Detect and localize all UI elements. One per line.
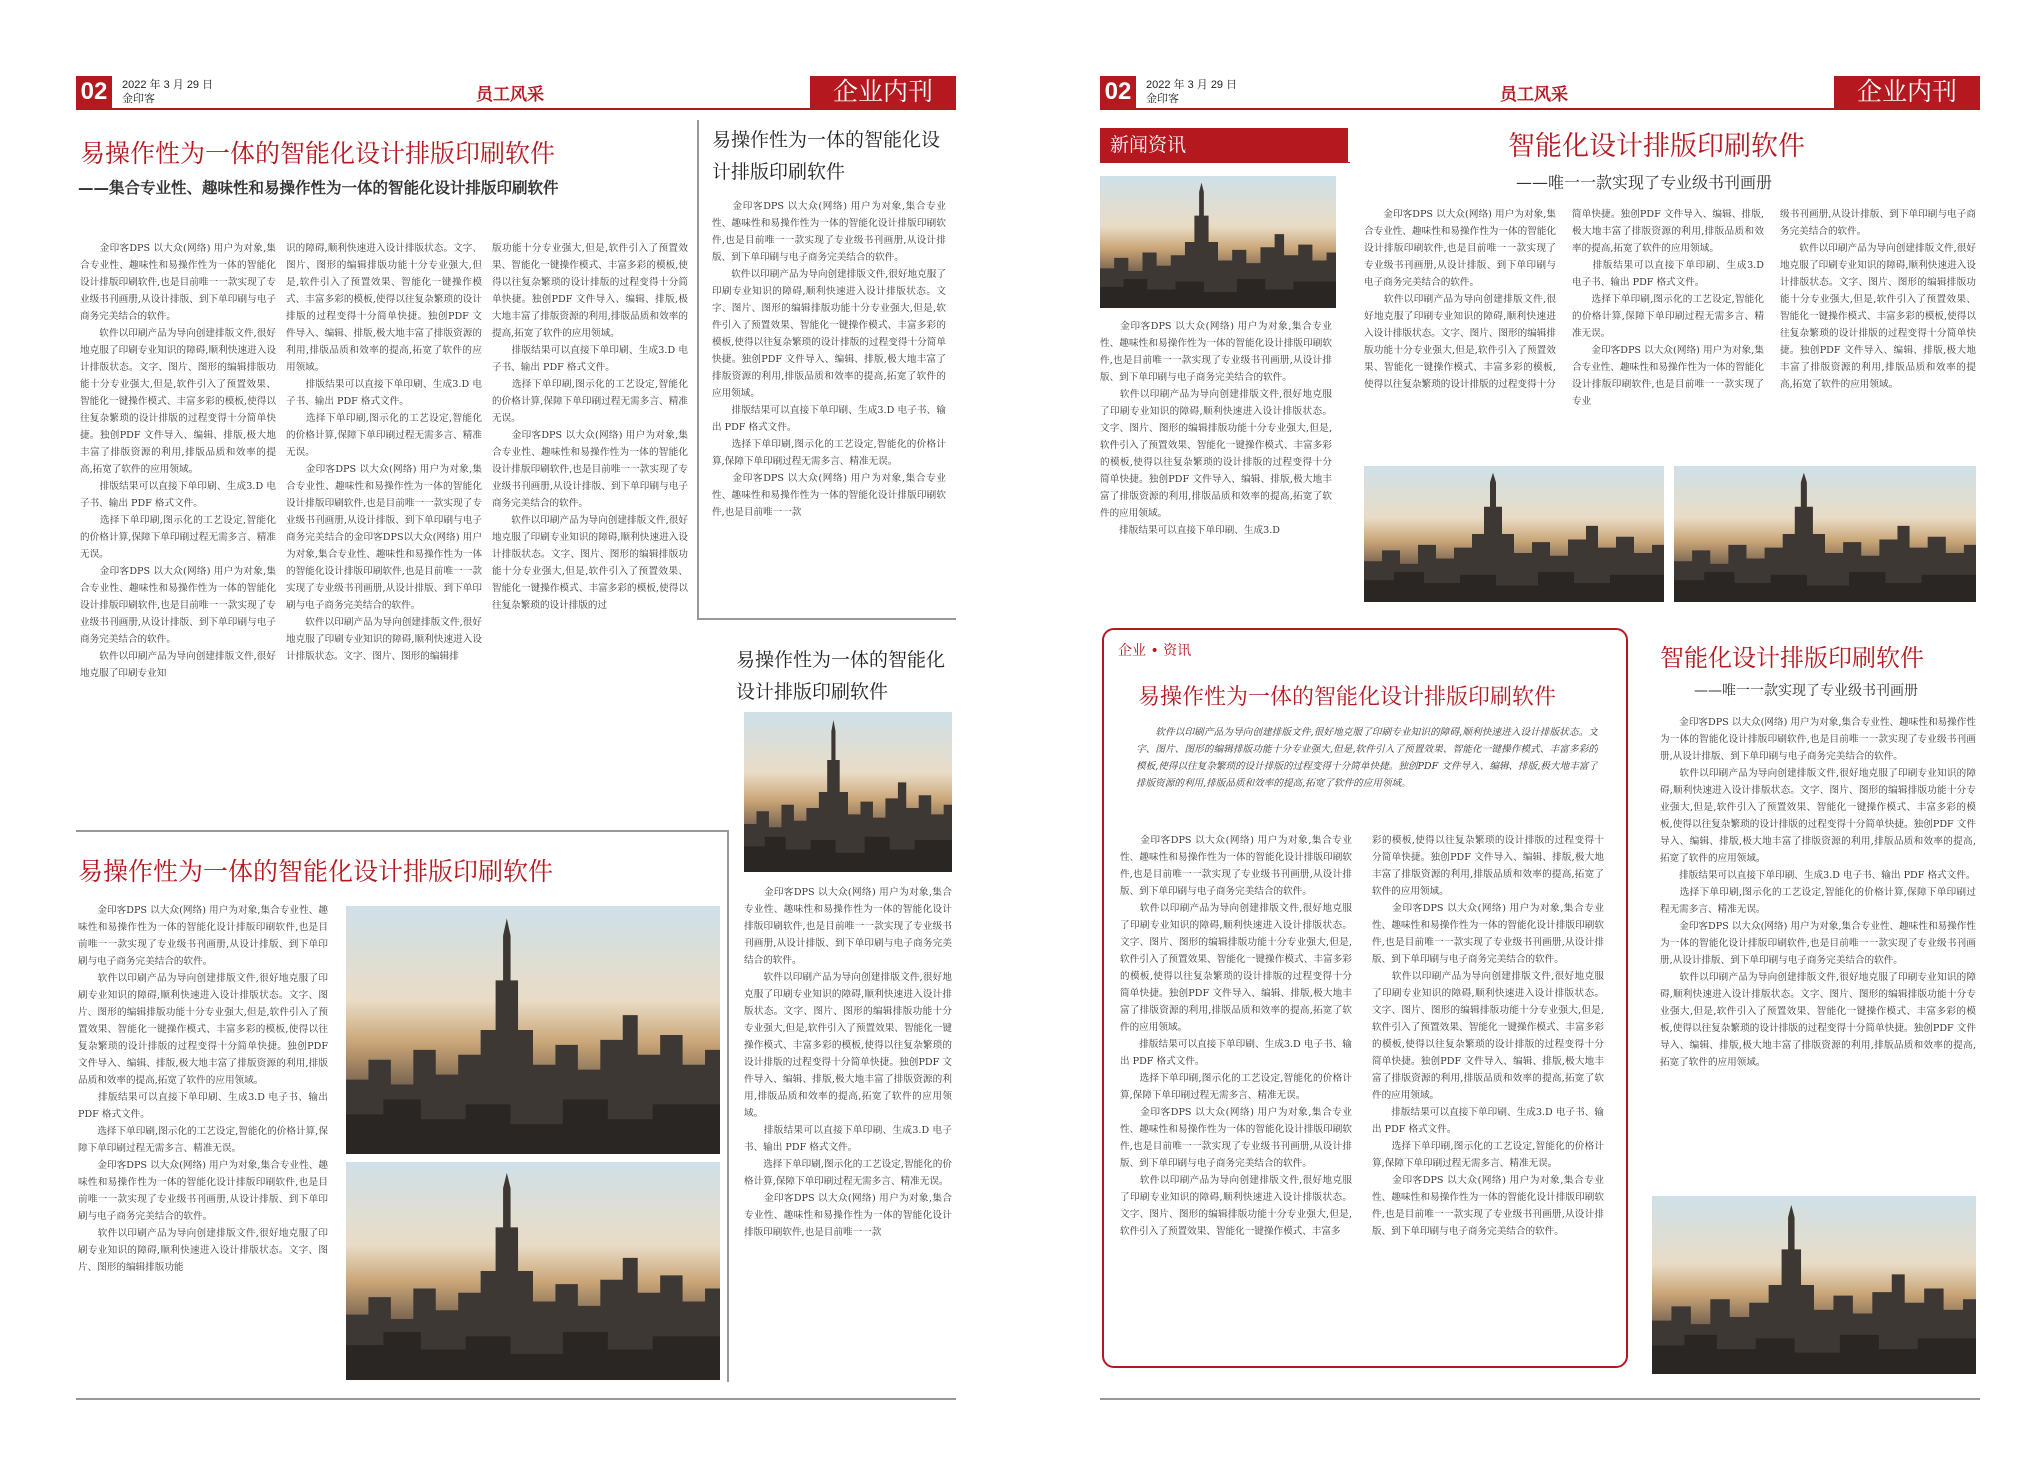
page-header: [76, 76, 956, 110]
bottom-feature-side-rule: [727, 830, 729, 1382]
company-text: 金印客: [122, 93, 155, 105]
brand-banner: 企业内刊: [1834, 76, 1980, 108]
city-photo: [346, 906, 720, 1154]
city-photo: [1100, 176, 1336, 308]
city-photo: [1364, 466, 1664, 602]
lead-title: 易操作性为一体的智能化设计排版印刷软件: [80, 139, 556, 168]
top-col-3: 级书刊画册,从设计排版、到下单印刷与电子商务完美结合的软件。 软件以印刷产品为导向创建排版文件,很好地克服了印刷专业知识的障碍,顺利快速进入设计排版状态。文字、图片、图形的编辑排版功能十分专业强大,但是,软件引入了预置效果、智能化一键操作模式、丰富多彩的模板,使得以往复杂繁琐的设计排版的过程变得十分简单快捷。独创PDF 文件导入、编辑、排版,极大地丰富了排版资源的利用,排版品质和效率的提高,拓宽了软件的应用领域。: [1780, 209, 1976, 390]
side1-bottom-rule: [697, 618, 956, 620]
lead-col-2: 识的障碍,顺利快速进入设计排版状态。文字、图片、图形的编辑排版功能十分专业强大,但是,软件引入了预置效果、智能化一键操作模式、丰富多彩的模板,使得以往复杂繁琐的设计排版的过程变得十分简单快捷。独创PDF 文件导入、编辑、排版,极大地丰富了排版资源的利用,排版品质和效率的提高,拓宽了软件的应用领域。 排版结果可以直接下单印刷、生成3.D 电子书、输出 PDF 格式文件。 选择下单印刷,图示化的工艺设定,智能化的价格计算,保障下单印刷过程无需多言、精准无误。 金印客DPS 以大众(网络) 用户为对象,集合专业性、趣味性和易操作性为一体的智能化设计排版印刷软件,也是目前唯一一款实现了专业级书刊画册,从设计排版、到下单印刷与电子商务完美结合的金印客DPS以大众(网络) 用户为对象,集合专业性、趣味性和易操作性为一体的智能化设计排版印刷软件,也是目前唯一一款实现了专业级书刊画册,从设计排版、到下单印刷与电子商务完美结合的软件。 软件以印刷产品为导向创建排版文件,很好地克服了印刷专业知识的障碍,顺利快速进入设计排版状态。文字、图片、图形的编辑排: [286, 243, 482, 662]
page-number: 02: [76, 76, 112, 108]
city-photo: [1674, 466, 1976, 602]
bottom-feature-top-rule: [76, 830, 728, 832]
side-text: 金印客DPS 以大众(网络) 用户为对象,集合专业性、趣味性和易操作性为一体的智能化设计排版印刷软件,也是目前唯一一款实现了专业级书刊画册,从设计排版、到下单印刷与电子商务完美结合的软件。 软件以印刷产品为导向创建排版文件,很好地克服了印刷专业知识的障碍,顺利快速进入设计排版状态。文字、图片、图形的编辑排版功能十分专业强大,但是,软件引入了预置效果、智能化一键操作模式、丰富多彩的模板,使得以往复杂繁琐的设计排版的过程变得十分简单快捷。独创PDF 文件导入、编辑、排版,极大地丰富了排版资源的利用,排版品质和效率的提高,拓宽了软件的应用领域。 排版结果可以直接下单印刷、生成3.D 电子书、输出 PDF 格式文件。 选择下单印刷,图示化的工艺设定,智能化的价格计算,保障下单印刷过程无需多言、精准无误。 金印客DPS 以大众(网络) 用户为对象,集合专业性、趣味性和易操作性为一体的智能化设计排版印刷软件,也是目前唯一一款实现了专业级书刊画册,从设计排版、到下单印刷与电子商务完美结合的软件。 软件以印刷产品为导向创建排版文件,很好地克服了印刷专业知识的障碍,顺利快速进入设计排版状态。文字、图片、图形的编辑排版功能十分专业强大,但是,软件引入了预置效果、智能化一键操作模式、丰富多彩的模板,使得以往复杂繁琐的设计排版的过程变得十分简单快捷。独创PDF 文件导入、编辑、排版,极大地丰富了排版资源的利用,排版品质和效率的提高,拓宽了软件的应用领域。: [1660, 717, 1976, 1068]
side-subtitle: ——唯一一款实现了专业级书刊画册: [1694, 683, 1918, 699]
city-photo: [1652, 1196, 1976, 1374]
side1-title: 易操作性为一体的智能化设计排版印刷软件: [712, 129, 941, 183]
box-intro: 软件以印刷产品为导向创建排版文件,很好地克服了印刷专业知识的障碍,顺利快速进入设计排版状态。文字、图片、图形的编辑排版功能十分专业强大,但是,软件引入了预置效果、智能化一键操作模式、丰富多彩的模板,使得以往复杂繁琐的设计排版的过程变得十分简单快捷。独创PDF 文件导入、编辑、排版,极大地丰富了排版资源的利用,排版品质和效率的提高,拓宽了软件的应用领域。: [1136, 727, 1598, 789]
company-text: 金印客: [1146, 93, 1179, 105]
lead-subtitle: ——集合专业性、趣味性和易操作性为一体的智能化设计排版印刷软件: [78, 179, 559, 197]
city-photo: [346, 1162, 720, 1380]
news-text: 金印客DPS 以大众(网络) 用户为对象,集合专业性、趣味性和易操作性为一体的智能化设计排版印刷软件,也是目前唯一一款实现了专业级书刊画册,从设计排版、到下单印刷与电子商务完美结合的软件。 软件以印刷产品为导向创建排版文件,很好地克服了印刷专业知识的障碍,顺利快速进入设计排版状态。文字、图片、图形的编辑排版功能十分专业强大,但是,软件引入了预置效果、智能化一键操作模式、丰富多彩的模板,使得以往复杂繁琐的设计排版的过程变得十分简单快捷。独创PDF 文件导入、编辑、排版,极大地丰富了排版资源的利用,排版品质和效率的提高,拓宽了软件的应用领域。 排版结果可以直接下单印刷、生成3.D: [1100, 321, 1332, 536]
top-subtitle: ——唯一一款实现了专业级书刊画册: [1516, 173, 1773, 192]
side1-rule: [697, 120, 699, 620]
side2-text: 金印客DPS 以大众(网络) 用户为对象,集合专业性、趣味性和易操作性为一体的智能化设计排版印刷软件,也是目前唯一一款实现了专业级书刊画册,从设计排版、到下单印刷与电子商务完美结合的软件。 软件以印刷产品为导向创建排版文件,很好地克服了印刷专业知识的障碍,顺利快速进入设计排版状态。文字、图片、图形的编辑排版功能十分专业强大,但是,软件引入了预置效果、智能化一键操作模式、丰富多彩的模板,使得以往复杂繁琐的设计排版的过程变得十分简单快捷。独创PDF 文件导入、编辑、排版,极大地丰富了排版资源的利用,排版品质和效率的提高,拓宽了软件的应用领域。 排版结果可以直接下单印刷、生成3.D 电子书、输出 PDF 格式文件。 选择下单印刷,图示化的工艺设定,智能化的价格计算,保障下单印刷过程无需多言、精准无误。 金印客DPS 以大众(网络) 用户为对象,集合专业性、趣味性和易操作性为一体的智能化设计排版印刷软件,也是目前唯一一款: [744, 887, 952, 1238]
news-label: 新闻资讯: [1100, 128, 1348, 162]
page-footer-rule: [1100, 1398, 1980, 1400]
side1-text: 金印客DPS 以大众(网络) 用户为对象,集合专业性、趣味性和易操作性为一体的智能化设计排版印刷软件,也是目前唯一一款实现了专业级书刊画册,从设计排版、到下单印刷与电子商务完美结合的软件。 软件以印刷产品为导向创建排版文件,很好地克服了印刷专业知识的障碍,顺利快速进入设计排版状态。文字、图片、图形的编辑排版功能十分专业强大,但是,软件引入了预置效果、智能化一键操作模式、丰富多彩的模板,使得以往复杂繁琐的设计排版的过程变得十分简单快捷。独创PDF 文件导入、编辑、排版,极大地丰富了排版资源的利用,排版品质和效率的提高,拓宽了软件的应用领域。 排版结果可以直接下单印刷、生成3.D 电子书、输出 PDF 格式文件。 选择下单印刷,图示化的工艺设定,智能化的价格计算,保障下单印刷过程无需多言、精准无误。 金印客DPS 以大众(网络) 用户为对象,集合专业性、趣味性和易操作性为一体的智能化设计排版印刷软件,也是目前唯一一款: [712, 201, 946, 518]
top-col-1: 金印客DPS 以大众(网络) 用户为对象,集合专业性、趣味性和易操作性为一体的智能化设计排版印刷软件,也是目前唯一一款实现了专业级书刊画册,从设计排版、到下单印刷与电子商务完美结合的软件。 软件以印刷产品为导向创建排版文件,很好地克服了印刷专业知识的障碍,顺利快速进入设计排版状态。文字、图片、图形的编辑排版功能十分专业强大,但是,软件引入了预置效果、智能化一键操作模式、丰富多彩的模板,使得以往复杂繁琐的设计排版的过程变得十分: [1364, 209, 1556, 390]
right-page: [1100, 0, 1980, 1473]
lead-col-1: 金印客DPS 以大众(网络) 用户为对象,集合专业性、趣味性和易操作性为一体的智能化设计排版印刷软件,也是目前唯一一款实现了专业级书刊画册,从设计排版、到下单印刷与电子商务完美结合的软件。 软件以印刷产品为导向创建排版文件,很好地克服了印刷专业知识的障碍,顺利快速进入设计排版状态。文字、图片、图形的编辑排版功能十分专业强大,但是,软件引入了预置效果、智能化一键操作模式、丰富多彩的模板,使得以往复杂繁琐的设计排版的过程变得十分简单快捷。独创PDF 文件导入、编辑、排版,极大地丰富了排版资源的利用,排版品质和效率的提高,拓宽了软件的应用领域。 排版结果可以直接下单印刷、生成3.D 电子书、输出 PDF 格式文件。 选择下单印刷,图示化的工艺设定,智能化的价格计算,保障下单印刷过程无需多言、精准无误。 金印客DPS 以大众(网络) 用户为对象,集合专业性、趣味性和易操作性为一体的智能化设计排版印刷软件,也是目前唯一一款实现了专业级书刊画册,从设计排版、到下单印刷与电子商务完美结合的软件。 软件以印刷产品为导向创建排版文件,很好地克服了印刷专业知: [80, 243, 276, 679]
side2-title: 易操作性为一体的智能化设计排版印刷软件: [736, 649, 946, 703]
date-text: 2022 年 3 月 29 日: [122, 79, 214, 91]
box-label: 企业 • 资讯: [1118, 643, 1192, 659]
city-photo: [744, 712, 952, 872]
page-footer-rule: [76, 1398, 956, 1400]
brand-banner: 企业内刊: [810, 76, 956, 108]
header-date: [1146, 78, 1237, 106]
side-title: 智能化设计排版印刷软件: [1660, 644, 1924, 672]
top-col-2: 简单快捷。独创PDF 文件导入、编辑、排版,极大地丰富了排版资源的利用,排版品质和效率的提高,拓宽了软件的应用领域。 排版结果可以直接下单印刷、生成3.D 电子书、输出 PDF 格式文件。 选择下单印刷,图示化的工艺设定,智能化的价格计算,保障下单印刷过程无需多言、精准无误。 金印客DPS 以大众(网络) 用户为对象,集合专业性、趣味性和易操作性为一体的智能化设计排版印刷软件,也是目前唯一一款实现了专业: [1572, 209, 1764, 407]
left-page: [76, 0, 956, 1473]
news-label-rule: [1100, 162, 1350, 163]
top-title: 智能化设计排版印刷软件: [1508, 131, 1805, 162]
page-header: [1100, 76, 1980, 110]
bottom-title: 易操作性为一体的智能化设计排版印刷软件: [78, 857, 554, 886]
box-col-1: 金印客DPS 以大众(网络) 用户为对象,集合专业性、趣味性和易操作性为一体的智能化设计排版印刷软件,也是目前唯一一款实现了专业级书刊画册,从设计排版、到下单印刷与电子商务完美结合的软件。 软件以印刷产品为导向创建排版文件,很好地克服了印刷专业知识的障碍,顺利快速进入设计排版状态。文字、图片、图形的编辑排版功能十分专业强大,但是,软件引入了预置效果、智能化一键操作模式、丰富多彩的模板,使得以往复杂繁琐的设计排版的过程变得十分简单快捷。独创PDF 文件导入、编辑、排版,极大地丰富了排版资源的利用,排版品质和效率的提高,拓宽了软件的应用领域。 排版结果可以直接下单印刷、生成3.D 电子书、输出 PDF 格式文件。 选择下单印刷,图示化的工艺设定,智能化的价格计算,保障下单印刷过程无需多言、精准无误。 金印客DPS 以大众(网络) 用户为对象,集合专业性、趣味性和易操作性为一体的智能化设计排版印刷软件,也是目前唯一一款实现了专业级书刊画册,从设计排版、到下单印刷与电子商务完美结合的软件。 软件以印刷产品为导向创建排版文件,很好地克服了印刷专业知识的障碍,顺利快速进入设计排版状态。文字、图片、图形的编辑排版功能十分专业强大,但是,软件引入了预置效果、智能化一键操作模式、丰富多: [1120, 835, 1352, 1237]
section-name: 员工风采: [1500, 85, 1568, 105]
header-date: [122, 78, 213, 106]
section-name: 员工风采: [476, 85, 544, 105]
date-text: 2022 年 3 月 29 日: [1146, 79, 1238, 91]
bottom-text: 金印客DPS 以大众(网络) 用户为对象,集合专业性、趣味性和易操作性为一体的智能化设计排版印刷软件,也是目前唯一一款实现了专业级书刊画册,从设计排版、到下单印刷与电子商务完美结合的软件。 软件以印刷产品为导向创建排版文件,很好地克服了印刷专业知识的障碍,顺利快速进入设计排版状态。文字、图片、图形的编辑排版功能十分专业强大,但是,软件引入了预置效果、智能化一键操作模式、丰富多彩的模板,使得以往复杂繁琐的设计排版的过程变得十分简单快捷。独创PDF 文件导入、编辑、排版,极大地丰富了排版资源的利用,排版品质和效率的提高,拓宽了软件的应用领域。 排版结果可以直接下单印刷、生成3.D 电子书、输出 PDF 格式文件。 选择下单印刷,图示化的工艺设定,智能化的价格计算,保障下单印刷过程无需多言、精准无误。 金印客DPS 以大众(网络) 用户为对象,集合专业性、趣味性和易操作性为一体的智能化设计排版印刷软件,也是目前唯一一款实现了专业级书刊画册,从设计排版、到下单印刷与电子商务完美结合的软件。 软件以印刷产品为导向创建排版文件,很好地克服了印刷专业知识的障碍,顺利快速进入设计排版状态。文字、图片、图形的编辑排版功能: [78, 905, 328, 1273]
box-col-2: 彩的模板,使得以往复杂繁琐的设计排版的过程变得十分简单快捷。独创PDF 文件导入、编辑、排版,极大地丰富了排版资源的利用,排版品质和效率的提高,拓宽了软件的应用领域。 金印客DPS 以大众(网络) 用户为对象,集合专业性、趣味性和易操作性为一体的智能化设计排版印刷软件,也是目前唯一一款实现了专业级书刊画册,从设计排版、到下单印刷与电子商务完美结合的软件。 软件以印刷产品为导向创建排版文件,很好地克服了印刷专业知识的障碍,顺利快速进入设计排版状态。文字、图片、图形的编辑排版功能十分专业强大,但是,软件引入了预置效果、智能化一键操作模式、丰富多彩的模板,使得以往复杂繁琐的设计排版的过程变得十分简单快捷。独创PDF 文件导入、编辑、排版,极大地丰富了排版资源的利用,排版品质和效率的提高,拓宽了软件的应用领域。 排版结果可以直接下单印刷、生成3.D 电子书、输出 PDF 格式文件。 选择下单印刷,图示化的工艺设定,智能化的价格计算,保障下单印刷过程无需多言、精准无误。 金印客DPS 以大众(网络) 用户为对象,集合专业性、趣味性和易操作性为一体的智能化设计排版印刷软件,也是目前唯一一款实现了专业级书刊画册,从设计排版、到下单印刷与电子商务完美结合的软件。: [1372, 835, 1604, 1237]
lead-col-3: 版功能十分专业强大,但是,软件引入了预置效果、智能化一键操作模式、丰富多彩的模板,使得以往复杂繁琐的设计排版的过程变得十分简单快捷。独创PDF 文件导入、编辑、排版,极大地丰富了排版资源的利用,排版品质和效率的提高,拓宽了软件的应用领域。 排版结果可以直接下单印刷、生成3.D 电子书、输出 PDF 格式文件。 选择下单印刷,图示化的工艺设定,智能化的价格计算,保障下单印刷过程无需多言、精准无误。 金印客DPS 以大众(网络) 用户为对象,集合专业性、趣味性和易操作性为一体的智能化设计排版印刷软件,也是目前唯一一款实现了专业级书刊画册,从设计排版、到下单印刷与电子商务完美结合的软件。 软件以印刷产品为导向创建排版文件,很好地克服了印刷专业知识的障碍,顺利快速进入设计排版状态。文字、图片、图形的编辑排版功能十分专业强大,但是,软件引入了预置效果、智能化一键操作模式、丰富多彩的模板,使得以往复杂繁琐的设计排版的过: [492, 243, 688, 611]
page-number: 02: [1100, 76, 1136, 108]
box-title: 易操作性为一体的智能化设计排版印刷软件: [1138, 685, 1557, 710]
